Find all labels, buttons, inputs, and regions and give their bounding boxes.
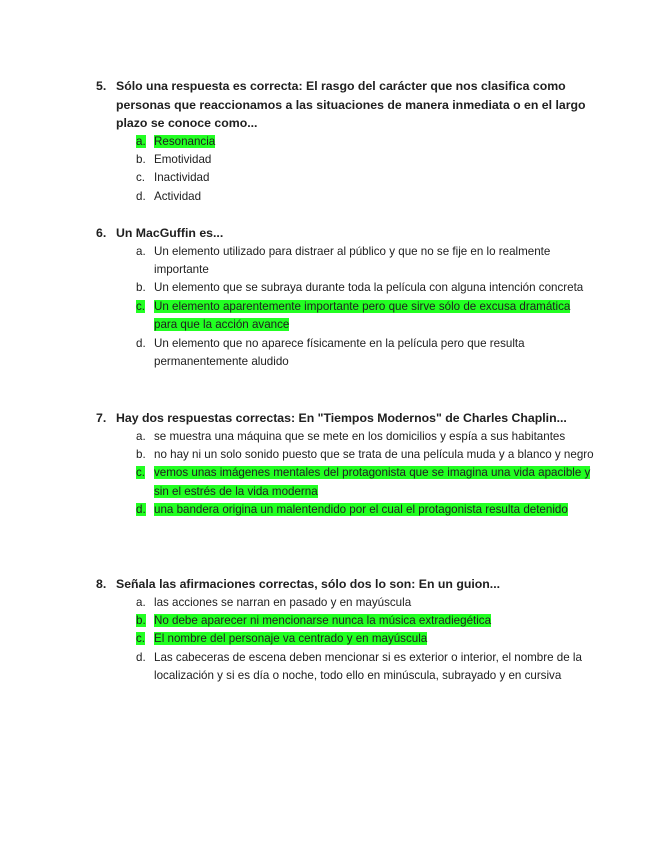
option-a xyxy=(136,428,596,446)
option-letter: c. xyxy=(136,171,146,185)
option-b xyxy=(136,612,596,630)
option-c xyxy=(136,169,596,187)
option-c xyxy=(136,298,596,335)
option-a xyxy=(136,243,596,280)
option-letter: a. xyxy=(136,244,146,258)
option-list xyxy=(136,428,596,520)
option-text: vemos unas imágenes mentales del protagonista que se imagina una vida apacible y sin el estrés de la vida moderna xyxy=(154,466,591,498)
option-list xyxy=(136,594,596,686)
question-number: 8. xyxy=(96,577,107,591)
question-number: 6. xyxy=(96,226,107,240)
option-letter: c. xyxy=(136,632,146,646)
option-text: una bandera origina un malentendido por el cual el protagonista resulta detenido xyxy=(154,503,568,517)
question-number: 5. xyxy=(96,79,107,93)
question-6 xyxy=(96,224,596,371)
question-number: 7. xyxy=(96,411,107,425)
option-text: Inactividad xyxy=(154,171,210,185)
option-letter: c. xyxy=(136,466,146,480)
option-list xyxy=(136,243,596,372)
option-letter: a. xyxy=(136,595,146,609)
option-text: Un elemento utilizado para distraer al público y que no se fije en lo realmente importante xyxy=(154,244,551,276)
option-text: Un elemento aparentemente importante pero que sirve sólo de excusa dramática para que la acción avance xyxy=(154,299,571,332)
option-text: Un elemento que se subraya durante toda la película con alguna intención concreta xyxy=(154,281,584,295)
option-c xyxy=(136,630,596,648)
option-letter: b. xyxy=(136,613,146,627)
option-text: Un elemento que no aparece físicamente en la película pero que resulta permanentemente aludido xyxy=(154,336,525,368)
option-letter: a. xyxy=(136,429,146,443)
question-8 xyxy=(96,575,596,686)
option-d xyxy=(136,335,596,372)
option-b xyxy=(136,446,596,464)
option-text: no hay ni un solo sonido puesto que se trata de una película muda y a blanco y negro xyxy=(154,447,594,461)
option-letter: a. xyxy=(136,134,146,148)
option-text: Actividad xyxy=(154,189,202,203)
option-letter: d. xyxy=(136,189,146,203)
question-text: Señala las afirmaciones correctas, sólo dos lo son: En un guion... xyxy=(116,577,501,591)
question-text: Un MacGuffin es... xyxy=(116,226,224,240)
question-5 xyxy=(96,77,596,206)
option-letter: d. xyxy=(136,503,146,517)
option-letter: c. xyxy=(136,299,146,313)
question-text: Hay dos respuestas correctas: En "Tiempos Modernos" de Charles Chaplin... xyxy=(116,411,567,425)
option-text: Las cabeceras de escena deben mencionar si es exterior o interior, el nombre de la localización y si es día o noche, todo ello en minúscula, subrayado y en cursiva xyxy=(154,650,582,683)
option-text: El nombre del personaje va centrado y en mayúscula xyxy=(154,632,428,646)
option-a xyxy=(136,594,596,612)
option-text: se muestra una máquina que se mete en los domicilios y espía a sus habitantes xyxy=(154,429,566,443)
option-d xyxy=(136,188,596,206)
option-text: las acciones se narran en pasado y en mayúscula xyxy=(154,595,412,609)
option-list xyxy=(136,133,596,207)
option-c xyxy=(136,464,596,501)
question-7 xyxy=(96,409,596,520)
option-letter: d. xyxy=(136,650,146,664)
option-d xyxy=(136,501,596,519)
option-a xyxy=(136,133,596,151)
option-text: Emotividad xyxy=(154,152,212,166)
option-letter: b. xyxy=(136,281,146,295)
option-letter: b. xyxy=(136,152,146,166)
option-text: No debe aparecer ni mencionarse nunca la música extradiegética xyxy=(154,613,492,627)
option-b xyxy=(136,279,596,297)
option-letter: d. xyxy=(136,336,146,350)
option-text: Resonancia xyxy=(154,134,216,148)
question-text: Sólo una respuesta es correcta: El rasgo del carácter que nos clasifica como personas que reaccionamos a las situaciones de manera inmediata o en el largo plazo se conoce como... xyxy=(116,79,586,130)
option-letter: b. xyxy=(136,447,146,461)
option-d xyxy=(136,649,596,686)
option-b xyxy=(136,151,596,169)
